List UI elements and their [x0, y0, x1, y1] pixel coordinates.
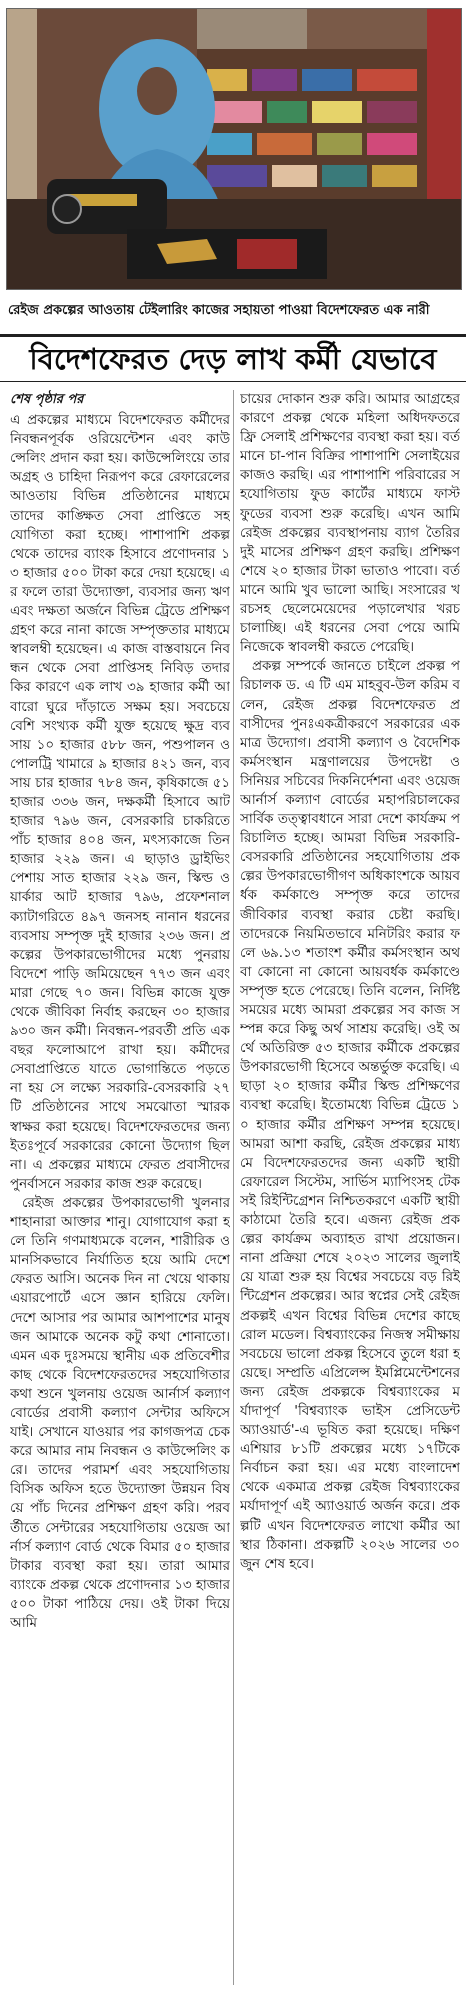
continuation-kicker: শেষ পৃষ্ঠার পর [10, 392, 84, 407]
column-divider [233, 390, 234, 1985]
article-column-right [240, 390, 460, 1990]
paragraph: চায়ের দোকান শুরু করি। আমার আগ্রহের কারণে প্রকল্প থেকে মহিলা অধিদফতরে ফ্রি সেলাই প্রশিক্ষণের ব্যবস্থা করা হয়। বর্তমানে চা-পান বিক্রির পাশাপাশি সেলাইয়ের কাজও করছি। এর পাশাপাশি পরিবারের সহযোগিতায় ফুড কার্টের মাধ্যমে ফাস্টফুডের ব্যবসা শুরু করেছি। এখন আমি রেইজ প্রকল্পের ব্যবস্থাপনায় ব্যাগ তৈরির দুই মাসের প্রশিক্ষণ গ্রহণ করছি। প্রশিক্ষণ শেষে ২০ হাজার টাকা ভাতাও পাবো। বর্তমানে আমি খুব ভালো আছি। সংসারের খরচসহ ছেলেমেয়েদের পড়ালেখার খরচ চালাচ্ছি। এই ধরনের সেবা পেয়ে আমি নিজেকে স্বাবলম্বী করতে পেরেছি। [240, 392, 460, 656]
article-column-left [10, 390, 230, 1990]
article-photo [6, 8, 462, 290]
headline-band [0, 334, 466, 382]
photo-caption: রেইজ প্রকল্পের আওতায় টেইলারিং কাজের সহায়তা পাওয়া বিদেশফেরত এক নারী [8, 303, 430, 318]
paragraph: এ প্রকল্পের মাধ্যমে বিদেশফেরত কর্মীদের নিবন্ধনপূর্বক ওরিয়েন্টেশন এবং কাউন্সেলিং প্রদান করা হয়। কাউন্সেলিংয়ে তার অগ্রহ ও চাহিদা নিরূপণ করে রেফারেলের আওতায় বিভিন্ন প্রতিষ্ঠানের মাধ্যমে তাদের কাঙ্ক্ষিত সেবা প্রাপ্তিতে সহযোগিতা করা হচ্ছে। পাশাপাশি প্রকল্প থেকে তাদের ব্যাংক হিসাবে প্রণোদনার ১৩ হাজার ৫০০ টাকা করে দেয়া হয়েছে। এর ফলে তারা উদ্যোক্তা, ব্যবসার জন্য ঋণ এবং দক্ষতা অর্জনে বিভিন্ন ট্রেডে প্রশিক্ষণ গ্রহণ করে নানা কাজে সম্পৃক্ততার মাধ্যমে স্বাবলম্বী হয়েছেন। এ কাজ বাস্তবায়নে নিবন্ধন থেকে সেবা প্রাপ্তিসহ নিবিড় তদারকির কারণে এক লাখ ৩৯ হাজার কর্মী আবারো ঘুরে দাঁড়াতে সক্ষম হয়। সবচেয়ে বেশি সংখ্যক কর্মী যুক্ত হয়েছে ক্ষুদ্র ব্যবসায় ১০ হাজার ৫৮৮ জন, পশুপালন ও পোলট্রি খামারে ৯ হাজার ৪২১ জন, ব্যবসায় চার হাজার ৭৮৪ জন, কৃষিকাজে ৫১ হাজার ৩৩৬ জন, দক্ষকর্মী হিসাবে আট হাজার ৭৯৬ জন, বেসরকারি চাকরিতে পাঁচ হাজার ৪০৪ জন, মৎস্যকাজে তিন হাজার ২২৯ জন। এ ছাড়াও ড্রাইভিং পেশায় সাত হাজার ২২৯ জন, স্কিল্ড ওয়ার্কার আট হাজার ৭৯৬, প্রফেশনাল ক্যাটাগরিতে ৪৯৭ জনসহ নানান ধরনের ব্যবসায় সম্পৃক্ত দুই হাজার ২৩৬ জন। প্রকল্পের উপকারভোগীদের মধ্যে পুনরায় বিদেশে পাড়ি জমিয়েছেন ৭৭৩ জন এবং মারা গেছে ৭০ জন। বিভিন্ন কাজে যুক্ত থেকে জীবিকা নির্বাহ করছেন ৩০ হাজার ৯৩০ জন কর্মী। নিবন্ধন-পরবর্তী প্রতি এক বছর ফলোআপে রাখা হয়। কর্মীদের সেবাপ্রাপ্তিতে যাতে ভোগান্তিতে পড়তে না হয় সে লক্ষ্যে সরকারি-বেসরকারি ২৭টি প্রতিষ্ঠানের সাথে সমঝোতা স্মারক স্বাক্ষর করা হয়েছে। বিদেশফেরতদের জন্য ইতঃপূর্বে সরকারের কোনো উদ্যোগ ছিল না। এ প্রকল্পের মাধ্যমে ফেরত প্রবাসীদের পুনর্বাসনে সরকার কাজ শুরু করেছে। [10, 413, 230, 1192]
headline: বিদেশফেরত দেড় লাখ কর্মী যেভাবে [29, 342, 437, 376]
paragraph: প্রকল্প সম্পর্কে জানতে চাইলে প্রকল্প পরিচালক ড. এ টি এম মাহবুব-উল করিম বলেন, রেইজ প্রকল্প বিদেশফেরত প্রবাসীদের পুনঃএকত্রীকরণে সরকারের একমাত্র উদ্যোগ। প্রবাসী কল্যাণ ও বৈদেশিক কর্মসংস্থান মন্ত্রণালয়ের উপদেষ্টা ও সিনিয়র সচিবের দিকনির্দেশনা এবং ওয়েজ আর্নার্স কল্যাণ বোর্ডের মহাপরিচালকের সার্বিক তত্ত্বাবধানে সারা দেশে কার্যক্রম পরিচালিত হচ্ছে। আমরা বিভিন্ন সরকারি-বেসরকারি প্রতিষ্ঠানের সহযোগিতায় প্রকল্পের উপকারভোগীগণ অধিকাংশকে আয়বর্ধক কর্মকাণ্ডে সম্পৃক্ত করে তাদের জীবিকার ব্যবস্থা করার চেষ্টা করছি। তাদেরকে নিয়মিতভাবে মনিটরিং করার ফলে ৬৯.১৩ শতাংশ কর্মীর কর্মসংস্থান অথবা কোনো না কোনো আয়বর্ধক কর্মকাণ্ডে সম্পৃক্ত হতে পেরেছে। তিনি বলেন, নির্দিষ্ট সময়ের মধ্যে আমরা প্রকল্পের সব কাজ সম্পন্ন করে কিছু অর্থ সাশ্রয় করেছি। ওই অর্থে অতিরিক্ত ৫৩ হাজার কর্মীকে প্রকল্পের উপকারভোগী হিসেবে অন্তর্ভুক্ত করেছি। এ ছাড়া ২০ হাজার কর্মীর স্কিল্ড প্রশিক্ষণের ব্যবস্থা করেছি। ইতোমধ্যে বিভিন্ন ট্রেডে ১০ হাজার কর্মীর প্রশিক্ষণ সম্পন্ন হয়েছে। আমরা আশা করছি, রেইজ প্রকল্পের মাধ্যমে বিদেশফেরতদের জন্য একটি স্থায়ী রেফারেল সিস্টেম, সার্ভিস ম্যাপিংসহ টেকসই রিইন্টিগ্রেশন নিশ্চিতকরণে একটি স্থায়ী কাঠামো তৈরি হবে। এজন্য রেইজ প্রকল্পের কার্যক্রম অব্যাহত রাখা প্রয়োজন। নানা প্রক্রিয়া শেষে ২০২৩ সালের জুলাইয়ে যাত্রা শুরু হয় বিশ্বের সবচেয়ে বড় রিইন্টিগ্রেশন প্রকল্পের। আর স্বপ্নের সেই রেইজ প্রকল্পই এখন বিশ্বের বিভিন্ন দেশের কাছে রোল মডেল। বিশ্বব্যাংকের নিজস্ব সমীক্ষায় সবচেয়ে ভালো প্রকল্প হিসেবে তুলে ধরা হয়েছে। সম্প্রতি এপ্রিলেন্স ইমপ্লিমেন্টেশনের জন্য রেইজ প্রকল্পকে বিশ্বব্যাংকের মর্যাদাপূর্ণ 'বিশ্বব্যাংক ভাইস প্রেসিডেন্ট অ্যাওয়ার্ড'-এ ভূষিত করা হয়েছে। দক্ষিণ এশিয়ার ৮১টি প্রকল্পের মধ্যে ১৭টিকে নির্বাচন করা হয়। এর মধ্যে বাংলাদেশ থেকে একমাত্র প্রকল্প রেইজ বিশ্বব্যাংকের মর্যাদাপূর্ণ এই অ্যাওয়ার্ড অর্জন করে। প্রকল্পটি এখন বিদেশফেরত লাখো কর্মীর আস্থার ঠিকানা। প্রকল্পটি ২০২৬ সালের ৩০ জুন শেষ হবে। [240, 659, 460, 1572]
paragraph: রেইজ প্রকল্পের উপকারভোগী খুলনার শাহানারা আক্তার শানু। যোগাযোগ করা হলে তিনি গণমাধ্যমকে বলেন, শারীরিক ও মানসিকভাবে নির্যাতিত হয়ে আমি দেশে ফেরত আসি। অনেক দিন না খেয়ে থাকায় এয়ারপোর্টে এসে জ্ঞান হারিয়ে ফেলি। দেশে আসার পর আমার আশপাশের মানুষজন আমাকে অনেক কটু কথা শোনাতো। এমন এক দুঃসময়ে স্থানীয় এক প্রতিবেশীর কাছ থেকে বিদেশফেরতদের সহযোগিতার কথা শুনে খুলনায় ওয়েজ আর্নার্স কল্যাণ বোর্ডের প্রবাসী কল্যাণ সেন্টার অফিসে যাই। সেখানে যাওয়ার পর কাগজপত্র চেক করে আমার নাম নিবন্ধন ও কাউন্সেলিং করে। তাদের পরামর্শ এবং সহযোগিতায় বিসিক অফিস হতে উদ্যোক্তা উন্নয়ন বিষয়ে পাঁচ দিনের প্রশিক্ষণ গ্রহণ করি। পরবর্তীতে সেন্টারের সহযোগিতায় ওয়েজ আর্নার্স কল্যাণ বোর্ড থেকে বিমার ৫০ হাজার টাকার ব্যবস্থা করা হয়। তারা আমার ব্যাংকে প্রকল্প থেকে প্রণোদনার ১৩ হাজার ৫০০ টাকা পাঠিয়ে দেয়। ওই টাকা দিয়ে আমি [10, 1195, 230, 1631]
